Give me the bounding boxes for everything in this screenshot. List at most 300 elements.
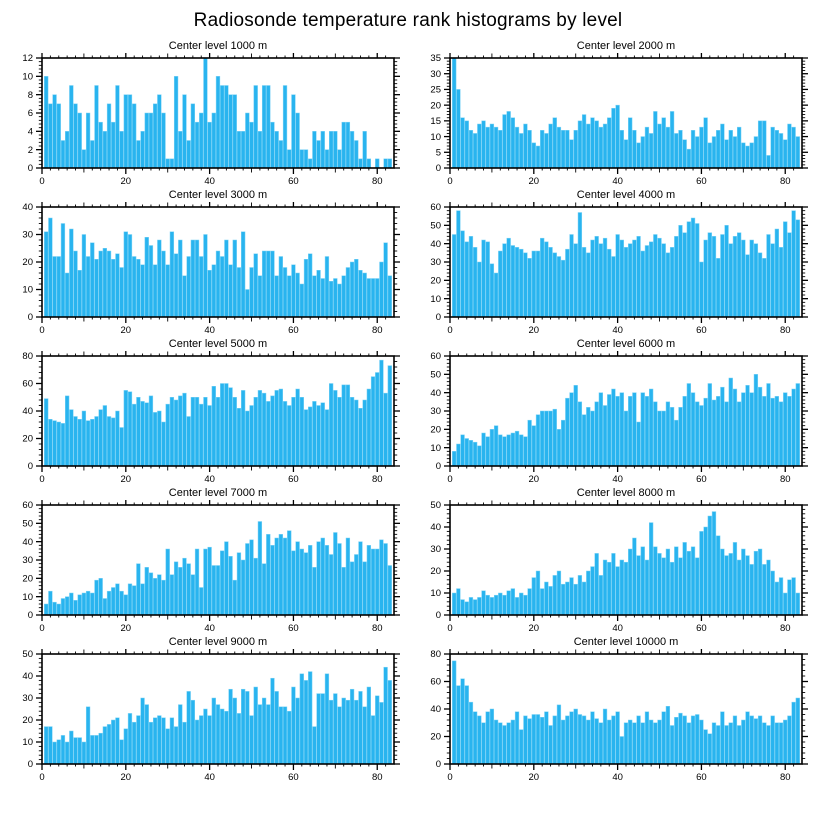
bar [607,118,611,168]
bar [245,113,249,168]
bar [162,113,166,168]
bar [754,244,758,317]
bar [599,244,603,317]
bar [388,159,392,168]
bar [561,130,565,168]
bar [687,222,691,317]
bar [195,122,199,168]
bar [746,385,750,466]
bar [199,404,203,466]
bar [599,127,603,168]
bar [477,446,481,466]
bar [128,713,132,764]
bar [561,260,565,317]
bar [775,723,779,764]
bar [457,89,461,168]
bar [329,384,333,467]
bar [549,247,553,317]
bar [779,578,783,615]
y-tick-label: 50 [430,220,441,232]
bar [199,113,203,168]
bar [452,593,456,615]
bar [679,225,683,317]
bar [371,716,375,764]
bar [461,435,465,466]
bar [124,232,128,317]
bar [775,229,779,317]
bar [380,702,384,764]
bar [308,545,312,615]
bar [216,705,220,764]
chart-cell-6000m [408,338,816,487]
charts-grid [0,40,816,785]
bar [733,542,737,615]
bar [788,233,792,317]
bar [241,390,245,466]
bar [304,410,308,466]
bar [371,279,375,318]
bar [111,122,115,168]
bar [187,691,191,764]
bar [338,284,342,317]
bar [74,600,78,615]
bar [107,251,111,317]
bar [511,589,515,615]
bar [199,257,203,318]
bar [329,131,333,168]
bar [725,225,729,317]
bar [354,259,358,317]
bar [225,86,229,169]
bar [712,512,716,615]
bar [549,124,553,168]
bar [603,124,607,168]
bar [758,716,762,764]
bar [271,545,275,615]
chart-title-10000m: Center level 10000 m [573,636,679,648]
bar [762,258,766,317]
bar [174,76,178,168]
x-tick-label: 80 [779,325,791,336]
bar [375,696,379,764]
bar [95,580,99,615]
bar [679,558,683,615]
bar [641,547,645,615]
bar [53,742,57,764]
bar [524,716,528,764]
bar [275,691,279,764]
bar [645,560,649,615]
bar [733,389,737,466]
y-tick-label: 20 [430,566,441,578]
bar [199,588,203,616]
bar [338,397,342,466]
bar [216,566,220,616]
y-tick-label: 15 [430,116,441,128]
bar [103,248,107,317]
bar [649,389,653,466]
x-tick-label: 60 [696,623,707,634]
bar [662,118,666,168]
y-tick-label: 6 [27,108,33,120]
bar [329,281,333,317]
bar [553,575,557,615]
bar [233,240,237,317]
bar [461,679,465,764]
bar [662,244,666,317]
bar [565,130,569,168]
bar [482,433,486,466]
bar [457,686,461,764]
bar [666,549,670,615]
bar [733,137,737,168]
bar [540,717,544,764]
bar [461,600,465,615]
bar [99,122,103,168]
bar [153,412,157,466]
bar [183,393,187,466]
bar [557,705,561,764]
bar [212,566,216,616]
bar [162,580,166,615]
bar [225,542,229,615]
bar [762,121,766,168]
bar [178,240,182,317]
chart-cell-8000m [408,487,816,636]
bar [304,680,308,764]
bar [633,723,637,764]
bar [313,727,317,764]
bar [220,384,224,467]
bar [691,218,695,317]
bar [170,159,174,168]
bar [695,402,699,466]
bar [317,542,321,615]
bar [283,268,287,318]
bar [90,735,94,764]
bar [65,396,69,466]
y-tick-label: 30 [430,544,441,556]
bar [670,562,674,615]
bar [99,251,103,317]
bar [708,384,712,467]
bar [384,544,388,616]
bar [304,553,308,615]
bar [346,700,350,764]
bar [287,406,291,467]
bar [674,420,678,466]
bar [229,265,233,317]
bar [195,720,199,764]
bar [737,726,741,765]
bar [574,584,578,615]
bar [145,113,149,168]
bar [737,560,741,615]
bar [612,553,616,615]
bar [616,396,620,466]
bar [120,268,124,318]
bar [384,393,388,466]
bar [317,694,321,764]
bar [262,251,266,317]
bar [237,713,241,764]
bar [452,451,456,466]
bar [612,108,616,168]
y-tick-label: 0 [435,163,441,175]
bar [783,222,787,317]
bar [536,415,540,466]
bar [486,712,490,764]
bar [670,407,674,466]
bar [170,232,174,317]
bar [333,533,337,616]
bar [120,428,124,467]
bar [565,716,569,764]
bar [350,397,354,466]
bar [670,111,674,168]
chart-cell-1000m [0,40,408,189]
bar [44,727,48,764]
bar [128,235,132,318]
bar [141,131,145,168]
bar [624,723,628,764]
bar [758,549,762,615]
bar [746,255,750,317]
bar [183,95,187,168]
bar [733,716,737,764]
x-tick-label: 0 [447,772,453,783]
bar [178,396,182,466]
bar [78,419,82,466]
bar [388,566,392,616]
bar [124,390,128,466]
bar [624,562,628,615]
bar [82,593,86,615]
bar [342,122,346,168]
histogram-10000m [408,649,816,785]
bar [725,726,729,765]
bar [473,600,477,615]
bar [498,130,502,168]
bar [313,276,317,317]
y-tick-label: 2 [27,144,33,156]
bar [716,536,720,615]
bar [329,555,333,616]
bar [779,402,783,466]
bar [354,555,358,616]
bar [153,578,157,615]
bar [132,586,136,615]
bar [612,716,616,764]
bar [141,401,145,466]
bar [153,718,157,764]
bar [524,253,528,317]
bar [208,716,212,764]
bar [653,547,657,615]
bar [279,707,283,764]
bar [494,595,498,615]
bar [95,417,99,467]
bar [565,398,569,466]
bar [174,400,178,466]
bar [321,538,325,615]
bar [469,702,473,764]
bar [82,235,86,318]
bar [683,396,687,466]
y-tick-label: 4 [27,126,33,138]
y-tick-label: 60 [430,351,441,363]
bar [658,238,662,317]
bar [346,268,350,318]
bar [482,591,486,615]
bar [695,224,699,318]
y-tick-label: 50 [430,500,441,512]
y-tick-label: 20 [430,275,441,287]
bar [321,279,325,318]
bar [99,733,103,764]
bar [545,242,549,317]
bar [371,549,375,615]
bar [641,393,645,466]
bar [788,396,792,466]
bar [137,397,141,466]
bar [750,716,754,764]
bar [317,141,321,169]
bar [767,560,771,615]
bar [354,141,358,169]
bar [645,246,649,318]
bar [304,150,308,168]
bar [679,130,683,168]
bar [557,571,561,615]
bar [633,240,637,317]
bar [296,273,300,317]
bar [750,564,754,615]
bar [308,159,312,168]
bar [292,687,296,764]
bar [775,130,779,168]
bar [741,240,745,317]
bar [237,408,241,466]
bar [721,549,725,615]
bar [536,146,540,168]
bar [95,735,99,764]
y-tick-label: 8 [27,89,33,101]
x-tick-label: 60 [696,176,707,187]
bar [111,418,115,466]
bar [649,133,653,168]
bar [536,715,540,765]
bar [666,127,670,168]
bar [511,246,515,318]
bar [145,237,149,317]
y-tick-label: 20 [22,715,33,727]
bar [216,76,220,168]
bar [498,593,502,615]
x-tick-label: 20 [120,623,132,634]
bar [296,542,300,615]
x-tick-label: 0 [39,325,45,336]
bar [754,374,758,466]
bar [363,707,367,764]
bar [582,716,586,764]
bar [233,397,237,466]
bar [721,387,725,466]
bar [266,534,270,615]
bar [287,711,291,764]
bar [545,133,549,168]
x-tick-label: 40 [612,176,623,187]
y-tick-label: 50 [430,369,441,381]
bar [641,723,645,764]
bar [241,232,245,317]
bar [44,399,48,466]
bar [796,698,800,764]
bar [342,276,346,317]
y-tick-label: 0 [27,610,33,622]
bar [582,415,586,466]
y-tick-label: 30 [22,693,33,705]
bar [388,276,392,317]
bar [528,258,532,317]
bar [321,131,325,168]
bar [69,593,73,615]
bar [229,388,233,466]
bar [792,389,796,466]
bar [111,259,115,317]
bar [633,130,637,168]
bar [111,720,115,764]
bar [494,273,498,317]
bar [465,686,469,764]
bar [595,236,599,317]
bar [233,698,237,764]
x-tick-label: 20 [120,325,132,336]
bar [346,385,350,466]
bar [511,720,515,764]
y-tick-label: 20 [430,731,441,743]
bar [49,218,53,317]
bar [796,384,800,467]
bar [741,393,745,466]
bar [333,131,337,168]
bar [354,400,358,466]
bar [679,713,683,764]
bar [519,133,523,168]
bar [363,562,367,615]
bar [266,251,270,317]
bar [208,547,212,615]
chart-title-9000m: Center level 9000 m [168,636,268,648]
bar [674,717,678,764]
bar [95,259,99,317]
bar [607,720,611,764]
bar [220,86,224,169]
histogram-8000m [408,500,816,636]
bar [503,437,507,466]
bar [359,270,363,317]
bar [220,551,224,615]
bar [166,404,170,466]
bar [145,567,149,615]
bar [796,220,800,317]
bar [457,211,461,317]
bar [616,235,620,318]
bar [275,538,279,615]
bar [308,254,312,317]
x-tick-label: 40 [204,623,215,634]
bar [120,131,124,168]
